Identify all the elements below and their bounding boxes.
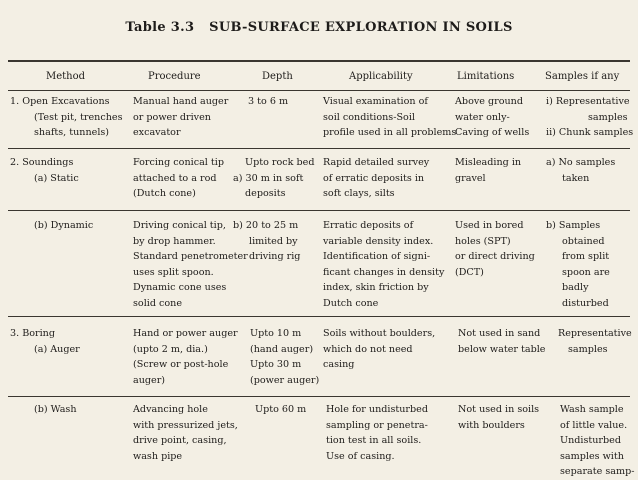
table-cell-line: Manual hand auger xyxy=(133,96,229,107)
table-cell-line: with boulders xyxy=(458,419,525,431)
table-cell-line: a) No samples xyxy=(546,157,616,168)
table-cell-line: (b) Wash xyxy=(34,404,77,415)
table-cell-line: (Test pit, trenches xyxy=(34,111,123,123)
table-cell-line: separate samp- xyxy=(560,466,635,477)
table-cell-line: Wash sample xyxy=(560,404,624,415)
table-cell-line: which do not need xyxy=(323,343,413,355)
row4-procedure xyxy=(133,326,238,388)
table-cell-line: b) 20 to 25 m xyxy=(233,220,299,231)
table-cell-line: sampling or penetra- xyxy=(326,419,428,431)
row2-depth xyxy=(233,155,314,202)
table-cell-line: holes (SPT) xyxy=(455,235,511,247)
table-cell-line: Not used in soils xyxy=(458,404,540,415)
table-cell-line: by drop hammer. xyxy=(133,235,216,247)
row5-samples xyxy=(560,402,634,480)
row-divider xyxy=(8,316,630,317)
table-cell-line: soil conditions-Soil xyxy=(323,111,415,123)
table-cell-line: (b) Dynamic xyxy=(34,220,94,231)
table-cell-line: ficant changes in density xyxy=(323,266,445,278)
table-cell-line: driving rig xyxy=(249,251,301,262)
row5-limitations xyxy=(458,402,539,433)
table-cell-line: Standard penetrometer xyxy=(133,251,248,262)
table-cell-line: Rapid detailed survey xyxy=(323,157,430,168)
table-cell-line: Upto 30 m xyxy=(250,359,302,370)
table-cell-line: solid cone xyxy=(133,297,183,309)
table-cell-line: drive point, casing, xyxy=(133,435,227,446)
row2-applicability xyxy=(323,155,429,202)
table-title xyxy=(0,20,638,35)
table-cell-line: Upto rock bed xyxy=(245,157,315,168)
table-cell-line: Advancing hole xyxy=(133,404,208,415)
row4-samples xyxy=(558,326,632,357)
table-cell-line: Driving conical tip, xyxy=(133,220,226,231)
row4-method xyxy=(10,326,80,357)
row3-procedure xyxy=(133,218,248,311)
table-cell-line: Erratic deposits of xyxy=(323,220,414,231)
row1-depth xyxy=(248,94,288,110)
table-cell-line: Upto 60 m xyxy=(255,404,307,415)
table-title-text: SUB-SURFACE EXPLORATION IN SOILS xyxy=(209,20,513,35)
row-divider xyxy=(8,210,630,211)
table-cell-line: i) Representative xyxy=(546,96,630,107)
table-cell-line: 1. Open Excavations xyxy=(10,96,110,107)
table-cell-line: badly xyxy=(562,282,589,293)
table-cell-line: Visual examination of xyxy=(323,96,428,107)
row5-method xyxy=(34,402,77,418)
table-cell-line: of erratic deposits in xyxy=(323,172,425,184)
table-cell-line: (Dutch cone) xyxy=(133,188,196,199)
row1-limitations xyxy=(455,94,529,141)
table-cell-line: Not used in sand xyxy=(458,328,541,339)
row3-depth xyxy=(233,218,300,265)
table-cell-line: Representative xyxy=(558,328,632,339)
table-cell-line: (DCT) xyxy=(455,266,484,278)
table-cell-line: ii) Chunk samples xyxy=(546,127,634,138)
table-cell-line: Forcing conical tip xyxy=(133,157,224,168)
row1-samples xyxy=(546,94,633,141)
table-cell-line: Upto 10 m xyxy=(250,328,302,339)
table-cell-line: Used in bored xyxy=(455,220,524,231)
table-cell-line: profile used in all problems xyxy=(323,127,457,138)
row3-method xyxy=(34,218,93,234)
table-cell-line: Misleading in xyxy=(455,157,522,168)
table-cell-line: attached to a rod xyxy=(133,172,217,184)
row4-depth xyxy=(250,326,319,388)
table-cell-line: water only- xyxy=(455,111,510,123)
table-cell-line: taken xyxy=(562,172,590,184)
table-cell-line: Use of casing. xyxy=(326,450,395,462)
table-cell-line: shafts, tunnels) xyxy=(34,127,110,138)
row2-samples xyxy=(546,155,615,186)
row3-samples xyxy=(546,218,610,311)
header-method: Method xyxy=(46,71,86,82)
header-rule xyxy=(8,90,630,91)
header-depth: Depth xyxy=(262,71,293,82)
table-cell-line: gravel xyxy=(455,172,486,184)
row1-procedure xyxy=(133,94,228,141)
table-cell-line: (power auger) xyxy=(250,374,320,386)
table-cell-line: soft clays, silts xyxy=(323,188,395,199)
row5-procedure xyxy=(133,402,238,464)
table-number: Table 3.3 xyxy=(125,20,195,35)
row4-limitations xyxy=(458,326,546,357)
table-cell-line: with pressurized jets, xyxy=(133,419,238,431)
row2-limitations xyxy=(455,155,521,186)
table-cell-line: (a) Auger xyxy=(34,343,80,355)
table-cell-line: or direct driving xyxy=(455,251,535,262)
table-cell-line: obtained xyxy=(562,235,605,247)
table-cell-line: deposits xyxy=(245,188,286,199)
header-limitations: Limitations xyxy=(457,71,515,82)
table-cell-line: (hand auger) xyxy=(250,343,314,355)
table-cell-line: 2. Soundings xyxy=(10,157,74,168)
table-cell-line: of little value. xyxy=(560,419,628,431)
table-cell-line: disturbed xyxy=(562,297,609,309)
table-cell-line: samples xyxy=(568,343,608,355)
table-cell-line: excavator xyxy=(133,127,181,138)
table-cell-line: or power driven xyxy=(133,111,211,123)
table-cell-line: 3 to 6 m xyxy=(248,96,289,107)
table-cell-line: variable density index. xyxy=(323,235,434,247)
header-applicability: Applicability xyxy=(349,71,413,82)
table-cell-line: Above ground xyxy=(455,96,523,107)
table-cell-line: Hole for undisturbed xyxy=(326,404,428,415)
table-cell-line: Dutch cone xyxy=(323,297,379,309)
row5-depth xyxy=(255,402,306,418)
row-divider xyxy=(8,396,630,397)
table-cell-line: tion test in all soils. xyxy=(326,435,422,446)
table-cell-line: samples xyxy=(588,111,628,123)
table-cell-line: Identification of signi- xyxy=(323,251,431,262)
table-cell-line: samples with xyxy=(560,450,624,462)
table-cell-line: below water table xyxy=(458,343,546,355)
header-samples: Samples if any xyxy=(545,71,620,82)
table-cell-line: b) Samples xyxy=(546,220,601,231)
row1-method xyxy=(10,94,123,141)
table-cell-line: Caving of wells xyxy=(455,127,530,138)
row4-applicability xyxy=(323,326,435,373)
table-cell-line: (a) Static xyxy=(34,172,79,184)
table-cell-line: (Screw or post-hole xyxy=(133,359,229,370)
row5-applicability xyxy=(326,402,428,464)
row-divider xyxy=(8,148,630,149)
top-rule xyxy=(8,60,630,62)
header-procedure: Procedure xyxy=(148,71,201,82)
row2-procedure xyxy=(133,155,224,202)
table-cell-line: Dynamic cone uses xyxy=(133,282,227,293)
row3-limitations xyxy=(455,218,535,280)
table-cell-line: 3. Boring xyxy=(10,328,56,339)
row2-method xyxy=(10,155,79,186)
table-cell-line: uses split spoon. xyxy=(133,266,214,278)
table-cell-line: index, skin friction by xyxy=(323,282,429,293)
table-cell-line: (upto 2 m, dia.) xyxy=(133,343,208,355)
table-cell-line: spoon are xyxy=(562,266,610,278)
row3-applicability xyxy=(323,218,444,311)
table-cell-line: from split xyxy=(562,251,610,262)
table-cell-line: casing xyxy=(323,359,355,370)
table-cell-line: Soils without boulders, xyxy=(323,328,436,339)
table-cell-line: a) 30 m in soft xyxy=(233,172,304,184)
table-cell-line: wash pipe xyxy=(133,450,183,462)
table-cell-line: auger) xyxy=(133,374,166,386)
table-cell-line: Hand or power auger xyxy=(133,328,238,339)
row1-applicability xyxy=(323,94,456,141)
table-cell-line: Undisturbed xyxy=(560,435,621,446)
table-cell-line: limited by xyxy=(249,235,298,247)
